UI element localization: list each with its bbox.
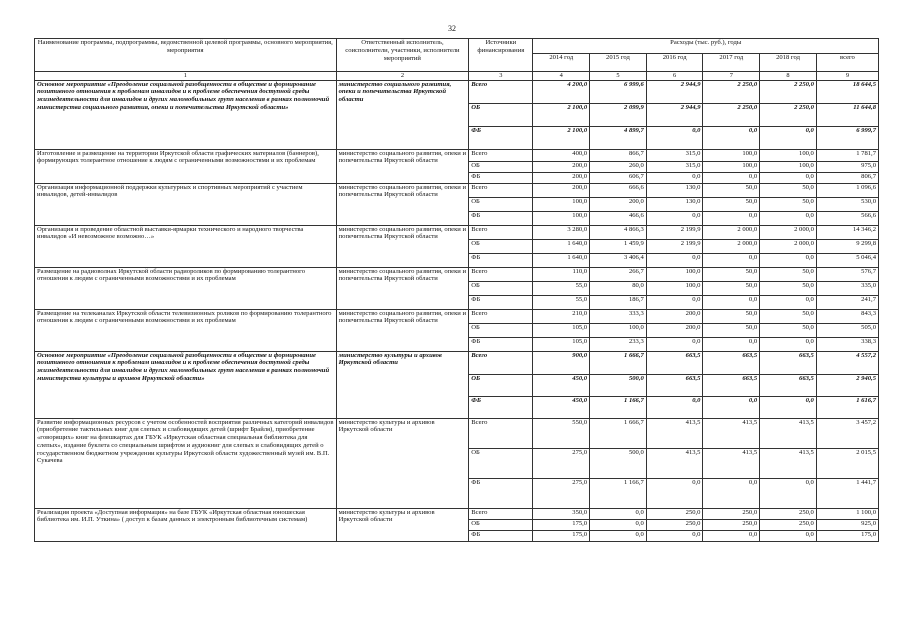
activity-name: Размещение на радиоволнах Иркутской области радиороликов по формированию толерантного отношения к людям с ограниченными возможностями и их проблемам bbox=[35, 267, 337, 309]
year-value: 0,0 bbox=[760, 530, 817, 541]
activity-name: Основное мероприятие «Преодоление социальной разобщенности в обществе и формирование позитивного отношения к проблемам инвалидов и к проблеме обеспечения доступной среды жизнедеятельности для инвалидов и других маломобильных групп населения в рамках полномочий министерства социального развития, опеки и попечительства Иркутской области» bbox=[35, 80, 337, 149]
year-value: 100,0 bbox=[646, 281, 703, 295]
year-value: 3 406,4 bbox=[590, 253, 647, 267]
total-value: 1 100,0 bbox=[816, 508, 878, 519]
year-value: 2 000,0 bbox=[703, 225, 760, 239]
header-total: всего bbox=[816, 54, 878, 72]
total-value: 1 441,7 bbox=[816, 478, 878, 508]
year-value: 233,3 bbox=[590, 337, 647, 351]
year-value: 0,0 bbox=[703, 253, 760, 267]
table-row bbox=[35, 225, 879, 239]
year-value: 4 200,0 bbox=[533, 80, 590, 103]
year-value: 210,0 bbox=[533, 309, 590, 323]
table-row bbox=[35, 80, 879, 103]
funding-source: ФБ bbox=[469, 530, 533, 541]
year-value: 200,0 bbox=[533, 161, 590, 172]
header-expenses: Расходы (тыс. руб.), годы bbox=[533, 39, 879, 54]
year-value: 250,0 bbox=[760, 519, 817, 530]
year-value: 275,0 bbox=[533, 448, 590, 478]
year-value: 2 100,0 bbox=[533, 126, 590, 149]
year-value: 0,0 bbox=[590, 519, 647, 530]
year-value: 50,0 bbox=[760, 267, 817, 281]
funding-source: ФБ bbox=[469, 337, 533, 351]
year-value: 200,0 bbox=[590, 197, 647, 211]
year-value: 400,0 bbox=[533, 149, 590, 161]
year-value: 413,5 bbox=[646, 418, 703, 448]
year-value: 50,0 bbox=[703, 323, 760, 337]
activity-name: Изготовление и размещение на территории Иркутской области графических материалов (баннеров), формирующих толерантное отношение к людям с ограниченными возможностями и их проблемам bbox=[35, 149, 337, 183]
year-value: 50,0 bbox=[760, 323, 817, 337]
funding-source: Всего bbox=[469, 508, 533, 519]
year-value: 663,5 bbox=[760, 351, 817, 374]
funding-source: Всего bbox=[469, 80, 533, 103]
total-value: 925,0 bbox=[816, 519, 878, 530]
year-value: 606,7 bbox=[590, 172, 647, 183]
year-value: 1 666,7 bbox=[590, 351, 647, 374]
year-value: 200,0 bbox=[646, 309, 703, 323]
year-value: 100,0 bbox=[703, 161, 760, 172]
column-number: 4 bbox=[533, 72, 590, 81]
year-value: 105,0 bbox=[533, 337, 590, 351]
year-value: 2 944,9 bbox=[646, 80, 703, 103]
year-value: 200,0 bbox=[533, 172, 590, 183]
year-value: 80,0 bbox=[590, 281, 647, 295]
year-value: 100,0 bbox=[760, 149, 817, 161]
table-row bbox=[35, 508, 879, 519]
year-value: 1 666,7 bbox=[590, 418, 647, 448]
total-value: 14 346,2 bbox=[816, 225, 878, 239]
funding-source: ОБ bbox=[469, 103, 533, 126]
column-number: 9 bbox=[816, 72, 878, 81]
year-value: 50,0 bbox=[703, 309, 760, 323]
year-value: 0,0 bbox=[703, 172, 760, 183]
year-value: 0,0 bbox=[590, 508, 647, 519]
funding-source: ОБ bbox=[469, 239, 533, 253]
total-value: 2 015,5 bbox=[816, 448, 878, 478]
year-value: 0,0 bbox=[646, 337, 703, 351]
year-value: 105,0 bbox=[533, 323, 590, 337]
total-value: 11 644,8 bbox=[816, 103, 878, 126]
column-number: 5 bbox=[590, 72, 647, 81]
funding-source: ОБ bbox=[469, 281, 533, 295]
year-value: 100,0 bbox=[646, 267, 703, 281]
year-value: 0,0 bbox=[703, 396, 760, 418]
column-number: 1 bbox=[35, 72, 337, 81]
total-value: 505,0 bbox=[816, 323, 878, 337]
year-value: 2 250,0 bbox=[703, 103, 760, 126]
year-value: 663,5 bbox=[703, 351, 760, 374]
column-number: 6 bbox=[646, 72, 703, 81]
header-year: 2018 год bbox=[760, 54, 817, 72]
executor: министерство социального развития, опеки и попечительства Иркутской области bbox=[336, 183, 469, 225]
total-value: 4 557,2 bbox=[816, 351, 878, 374]
funding-source: ФБ bbox=[469, 211, 533, 225]
year-value: 2 000,0 bbox=[703, 239, 760, 253]
year-value: 1 166,7 bbox=[590, 478, 647, 508]
activity-name: Организация и проведение областной выставки-ярмарки технического и народного творчества инвалидов «И невозможное возможно…» bbox=[35, 225, 337, 267]
total-value: 576,7 bbox=[816, 267, 878, 281]
year-value: 413,5 bbox=[703, 418, 760, 448]
table-row bbox=[35, 149, 879, 161]
funding-source: ОБ bbox=[469, 519, 533, 530]
year-value: 315,0 bbox=[646, 149, 703, 161]
year-value: 0,0 bbox=[646, 126, 703, 149]
total-value: 335,0 bbox=[816, 281, 878, 295]
funding-source: ФБ bbox=[469, 478, 533, 508]
funding-source: Всего bbox=[469, 267, 533, 281]
year-value: 663,5 bbox=[646, 374, 703, 396]
executor: министерство культуры и архивов Иркутской области bbox=[336, 351, 469, 418]
year-value: 550,0 bbox=[533, 418, 590, 448]
funding-source: Всего bbox=[469, 351, 533, 374]
activity-name: Размещение на телеканалах Иркутской области телевизионных роликов по формированию толерантного отношения к людям с ограниченными возможностями и их проблемам bbox=[35, 309, 337, 351]
total-value: 6 999,7 bbox=[816, 126, 878, 149]
year-value: 250,0 bbox=[703, 519, 760, 530]
year-value: 350,0 bbox=[533, 508, 590, 519]
year-value: 0,0 bbox=[703, 478, 760, 508]
year-value: 0,0 bbox=[646, 530, 703, 541]
funding-source: ОБ bbox=[469, 374, 533, 396]
year-value: 3 280,0 bbox=[533, 225, 590, 239]
table-row bbox=[35, 418, 879, 448]
year-value: 2 099,9 bbox=[590, 103, 647, 126]
year-value: 2 250,0 bbox=[760, 80, 817, 103]
header-year: 2016 год bbox=[646, 54, 703, 72]
year-value: 186,7 bbox=[590, 295, 647, 309]
year-value: 413,5 bbox=[703, 448, 760, 478]
funding-source: ОБ bbox=[469, 161, 533, 172]
page-number: 32 bbox=[448, 24, 456, 33]
activity-name: Основное мероприятие «Преодоление социальной разобщенности в обществе и формирование позитивного отношения к проблемам инвалидов и к проблеме обеспечения доступной среды жизнедеятельности для инвалидов и других маломобильных групп населения в рамках полномочий министерства культуры и архивов Иркутской области» bbox=[35, 351, 337, 418]
year-value: 0,0 bbox=[760, 295, 817, 309]
year-value: 4 866,3 bbox=[590, 225, 647, 239]
year-value: 2 944,9 bbox=[646, 103, 703, 126]
year-value: 4 899,7 bbox=[590, 126, 647, 149]
total-value: 530,0 bbox=[816, 197, 878, 211]
funding-source: ФБ bbox=[469, 172, 533, 183]
total-value: 5 046,4 bbox=[816, 253, 878, 267]
year-value: 130,0 bbox=[646, 197, 703, 211]
total-value: 3 457,2 bbox=[816, 418, 878, 448]
year-value: 50,0 bbox=[760, 281, 817, 295]
year-value: 0,0 bbox=[760, 396, 817, 418]
year-value: 0,0 bbox=[646, 295, 703, 309]
year-value: 413,5 bbox=[760, 418, 817, 448]
year-value: 2 000,0 bbox=[760, 225, 817, 239]
year-value: 500,0 bbox=[590, 448, 647, 478]
column-number-row bbox=[35, 72, 879, 81]
year-value: 2 199,9 bbox=[646, 239, 703, 253]
total-value: 175,0 bbox=[816, 530, 878, 541]
table-body bbox=[35, 80, 879, 541]
year-value: 1 640,0 bbox=[533, 239, 590, 253]
budget-table bbox=[34, 38, 879, 542]
year-value: 250,0 bbox=[646, 519, 703, 530]
year-value: 2 250,0 bbox=[760, 103, 817, 126]
executor: министерство социального развития, опеки и попечительства Иркутской области bbox=[336, 80, 469, 149]
funding-source: Всего bbox=[469, 309, 533, 323]
table-row bbox=[35, 267, 879, 281]
funding-source: ОБ bbox=[469, 197, 533, 211]
funding-source: Всего bbox=[469, 418, 533, 448]
year-value: 250,0 bbox=[646, 508, 703, 519]
year-value: 50,0 bbox=[760, 183, 817, 197]
year-value: 2 100,0 bbox=[533, 103, 590, 126]
year-value: 1 640,0 bbox=[533, 253, 590, 267]
header-source: Источники финансирования bbox=[469, 39, 533, 72]
activity-name: Реализация проекта «Доступная информация» на базе ГБУК «Иркутская областная юношеская библиотека им. И.П. Уткина» ( доступ к базам данных и электронным библиотечным системам) bbox=[35, 508, 337, 541]
year-value: 100,0 bbox=[703, 149, 760, 161]
year-value: 55,0 bbox=[533, 281, 590, 295]
activity-name: Развитие информационных ресурсов с учетом особенностей восприятия различных категорий инвалидов (приобретение тактильных книг для слепых и слабовидящих детей (шрифт Брайля), приобретение «говорящих» книг на флешкартах для ГБУК «Иркутская областная специальная библиотека для слепых», издание буклета со специальным шрифтом и аудиокниг для слепых и слабовидящих детей о государственном бюджетном учреждении культуры Иркутской области художественный музей им. В.П. Сукачева bbox=[35, 418, 337, 508]
column-number: 7 bbox=[703, 72, 760, 81]
executor: министерство социального развития, опеки и попечительства Иркутской области bbox=[336, 267, 469, 309]
total-value: 1 616,7 bbox=[816, 396, 878, 418]
column-number: 8 bbox=[760, 72, 817, 81]
year-value: 130,0 bbox=[646, 183, 703, 197]
year-value: 260,0 bbox=[590, 161, 647, 172]
year-value: 413,5 bbox=[760, 448, 817, 478]
year-value: 0,0 bbox=[703, 211, 760, 225]
year-value: 100,0 bbox=[760, 161, 817, 172]
executor: министерство социального развития, опеки и попечительства Иркутской области bbox=[336, 225, 469, 267]
year-value: 663,5 bbox=[760, 374, 817, 396]
year-value: 50,0 bbox=[703, 267, 760, 281]
year-value: 0,0 bbox=[760, 253, 817, 267]
table-row bbox=[35, 309, 879, 323]
year-value: 0,0 bbox=[646, 211, 703, 225]
total-value: 806,7 bbox=[816, 172, 878, 183]
year-value: 0,0 bbox=[646, 478, 703, 508]
year-value: 100,0 bbox=[533, 211, 590, 225]
year-value: 250,0 bbox=[760, 508, 817, 519]
total-value: 18 644,5 bbox=[816, 80, 878, 103]
year-value: 50,0 bbox=[703, 281, 760, 295]
executor: министерство социального развития, опеки и попечительства Иркутской области bbox=[336, 149, 469, 183]
year-value: 0,0 bbox=[760, 172, 817, 183]
year-value: 450,0 bbox=[533, 396, 590, 418]
funding-source: ОБ bbox=[469, 448, 533, 478]
year-value: 175,0 bbox=[533, 519, 590, 530]
year-value: 0,0 bbox=[646, 253, 703, 267]
year-value: 55,0 bbox=[533, 295, 590, 309]
year-value: 1 166,7 bbox=[590, 396, 647, 418]
year-value: 0,0 bbox=[760, 126, 817, 149]
year-value: 100,0 bbox=[590, 323, 647, 337]
year-value: 275,0 bbox=[533, 478, 590, 508]
table-row bbox=[35, 183, 879, 197]
year-value: 266,7 bbox=[590, 267, 647, 281]
column-number: 3 bbox=[469, 72, 533, 81]
column-number: 2 bbox=[336, 72, 469, 81]
year-value: 500,0 bbox=[590, 374, 647, 396]
header-year: 2017 год bbox=[703, 54, 760, 72]
funding-source: Всего bbox=[469, 149, 533, 161]
year-value: 2 000,0 bbox=[760, 239, 817, 253]
funding-source: ФБ bbox=[469, 396, 533, 418]
year-value: 663,5 bbox=[646, 351, 703, 374]
year-value: 6 999,6 bbox=[590, 80, 647, 103]
funding-source: ОБ bbox=[469, 323, 533, 337]
year-value: 315,0 bbox=[646, 161, 703, 172]
executor: министерство культуры и архивов Иркутской области bbox=[336, 508, 469, 541]
header-name: Наименование программы, подпрограммы, ведомственной целевой программы, основного мероприятия, мероприятия bbox=[35, 39, 337, 72]
year-value: 50,0 bbox=[760, 197, 817, 211]
total-value: 566,6 bbox=[816, 211, 878, 225]
activity-name: Организация информационной поддержки культурных и спортивных мероприятий с участием инвалидов, детей-инвалидов bbox=[35, 183, 337, 225]
total-value: 1 096,6 bbox=[816, 183, 878, 197]
year-value: 200,0 bbox=[533, 183, 590, 197]
funding-source: Всего bbox=[469, 225, 533, 239]
funding-source: ФБ bbox=[469, 126, 533, 149]
executor: министерство культуры и архивов Иркутской области bbox=[336, 418, 469, 508]
year-value: 663,5 bbox=[703, 374, 760, 396]
header-executor: Ответственный исполнитель, соисполнители, участники, исполнители мероприятий bbox=[336, 39, 469, 72]
year-value: 333,3 bbox=[590, 309, 647, 323]
total-value: 241,7 bbox=[816, 295, 878, 309]
year-value: 0,0 bbox=[703, 530, 760, 541]
year-value: 0,0 bbox=[703, 337, 760, 351]
funding-source: ФБ bbox=[469, 253, 533, 267]
year-value: 2 199,9 bbox=[646, 225, 703, 239]
executor: министерство социального развития, опеки и попечительства Иркутской области bbox=[336, 309, 469, 351]
header-year: 2015 год bbox=[590, 54, 647, 72]
year-value: 50,0 bbox=[760, 309, 817, 323]
year-value: 1 459,9 bbox=[590, 239, 647, 253]
year-value: 2 250,0 bbox=[703, 80, 760, 103]
funding-source: Всего bbox=[469, 183, 533, 197]
year-value: 200,0 bbox=[646, 323, 703, 337]
year-value: 0,0 bbox=[646, 172, 703, 183]
year-value: 900,0 bbox=[533, 351, 590, 374]
year-value: 110,0 bbox=[533, 267, 590, 281]
year-value: 0,0 bbox=[760, 337, 817, 351]
total-value: 2 940,5 bbox=[816, 374, 878, 396]
total-value: 975,0 bbox=[816, 161, 878, 172]
total-value: 338,3 bbox=[816, 337, 878, 351]
year-value: 466,6 bbox=[590, 211, 647, 225]
year-value: 50,0 bbox=[703, 197, 760, 211]
year-value: 666,6 bbox=[590, 183, 647, 197]
total-value: 1 781,7 bbox=[816, 149, 878, 161]
year-value: 0,0 bbox=[590, 530, 647, 541]
year-value: 450,0 bbox=[533, 374, 590, 396]
year-value: 0,0 bbox=[760, 211, 817, 225]
funding-source: ФБ bbox=[469, 295, 533, 309]
year-value: 175,0 bbox=[533, 530, 590, 541]
total-value: 9 299,8 bbox=[816, 239, 878, 253]
table-row bbox=[35, 351, 879, 374]
year-value: 413,5 bbox=[646, 448, 703, 478]
year-value: 100,0 bbox=[533, 197, 590, 211]
total-value: 843,3 bbox=[816, 309, 878, 323]
header-year: 2014 год bbox=[533, 54, 590, 72]
year-value: 250,0 bbox=[703, 508, 760, 519]
year-value: 0,0 bbox=[760, 478, 817, 508]
year-value: 866,7 bbox=[590, 149, 647, 161]
year-value: 0,0 bbox=[646, 396, 703, 418]
year-value: 0,0 bbox=[703, 126, 760, 149]
year-value: 50,0 bbox=[703, 183, 760, 197]
year-value: 0,0 bbox=[703, 295, 760, 309]
